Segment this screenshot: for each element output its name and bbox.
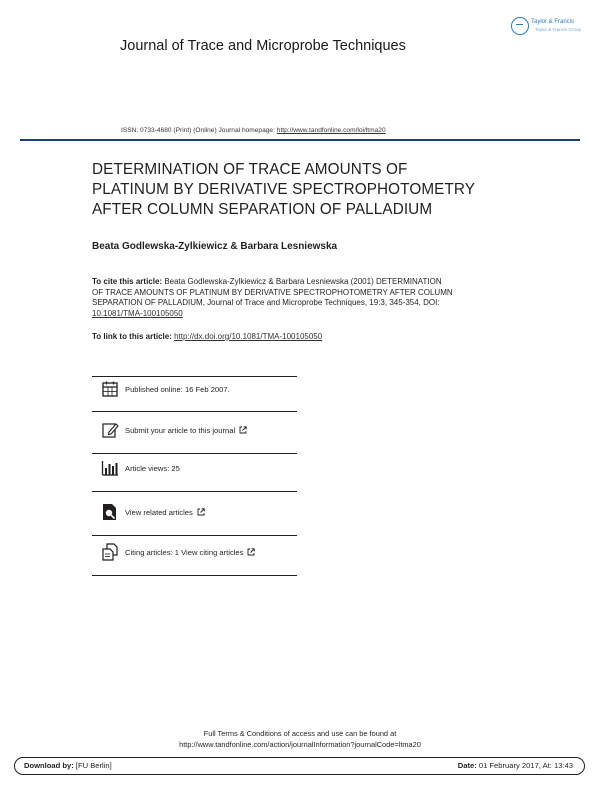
article-title-line: PLATINUM BY DERIVATIVE SPECTROPHOTOMETRY [92, 181, 476, 198]
issn-text: ISSN: 0733-4680 (Print) (Online) Journal homepage: [121, 127, 277, 134]
header-divider [20, 139, 580, 141]
downloaded-by-label: Download by: [24, 761, 74, 770]
meta-divider [92, 411, 297, 412]
article-views-text: Article views: 25 [125, 463, 180, 473]
article-link[interactable]: http://dx.doi.org/10.1081/TMA-100105050 [174, 332, 323, 341]
meta-divider [92, 535, 297, 536]
citing-articles-text[interactable]: Citing articles: 1 View citing articles [125, 547, 244, 557]
submit-article-item[interactable] [101, 419, 247, 441]
meta-divider [92, 376, 297, 377]
terms-link[interactable]: http://www.tandfonline.com/action/journalInformation?journalCode=ltma20 [179, 740, 421, 749]
citation-line: SEPARATION OF PALLADIUM, Journal of Trace and Microprobe Techniques, 19:3, 345-354, DOI: [92, 298, 440, 307]
doi-link[interactable]: 10.1081/TMA-100105050 [92, 308, 183, 318]
article-views-item [101, 457, 180, 479]
article-authors: Beata Godlewska-Zylkiewicz & Barbara Lesniewska [92, 241, 338, 252]
article-link-line [92, 332, 322, 341]
submit-article-text[interactable]: Submit your article to this journal [125, 425, 236, 435]
issn-line [121, 127, 386, 134]
meta-divider [92, 575, 297, 576]
citation-line: OF TRACE AMOUNTS OF PLATINUM BY DERIVATIVE SPECTROPHOTOMETRY AFTER COLUMN [92, 287, 453, 297]
journal-title: Journal of Trace and Microprobe Techniques [120, 38, 406, 54]
downloaded-by [24, 761, 112, 770]
external-link-icon [239, 426, 247, 434]
article-link-label: To link to this article: [92, 332, 175, 341]
download-date [458, 761, 573, 770]
download-info-bar [14, 757, 585, 775]
citing-articles-item[interactable] [101, 541, 255, 563]
calendar-icon [101, 380, 119, 398]
citation-label: To cite this article: [92, 277, 163, 286]
journal-homepage-link[interactable]: http://www.tandfonline.com/loi/ltma20 [276, 127, 386, 134]
article-title-line: DETERMINATION OF TRACE AMOUNTS OF [92, 161, 408, 178]
external-link-icon [197, 508, 205, 516]
meta-divider [92, 491, 297, 492]
meta-divider [92, 453, 297, 454]
downloaded-by-value: [FU Berlin] [73, 761, 112, 770]
citation-line: Beata Godlewska-Zylkiewicz & Barbara Lesniewska (2001) DETERMINATION [162, 277, 442, 286]
bar-chart-icon [101, 459, 119, 477]
logo-name: Taylor & Francis [531, 19, 575, 25]
citation-block [92, 277, 522, 319]
publisher-logo[interactable] [511, 17, 582, 37]
citing-documents-icon [101, 543, 119, 561]
article-title [92, 160, 532, 220]
terms-text: Full Terms & Conditions of access and use can be found at [203, 729, 397, 738]
edit-icon [101, 421, 119, 439]
download-date-label: Date: [457, 761, 477, 770]
article-title-line: AFTER COLUMN SEPARATION OF PALLADIUM [92, 201, 433, 218]
logo-mark-icon [511, 17, 529, 35]
logo-subtitle: Taylor & Francis Group [535, 27, 582, 32]
related-articles-text[interactable]: View related articles [125, 507, 193, 517]
published-online-text: Published online: 16 Feb 2007. [125, 384, 230, 394]
published-online-item [101, 378, 230, 400]
external-link-icon [247, 548, 255, 556]
related-articles-item[interactable] [101, 501, 205, 523]
search-document-icon [101, 503, 119, 521]
download-date-value: 01 February 2017, At: 13:43 [476, 761, 573, 770]
terms-footer [0, 728, 600, 750]
